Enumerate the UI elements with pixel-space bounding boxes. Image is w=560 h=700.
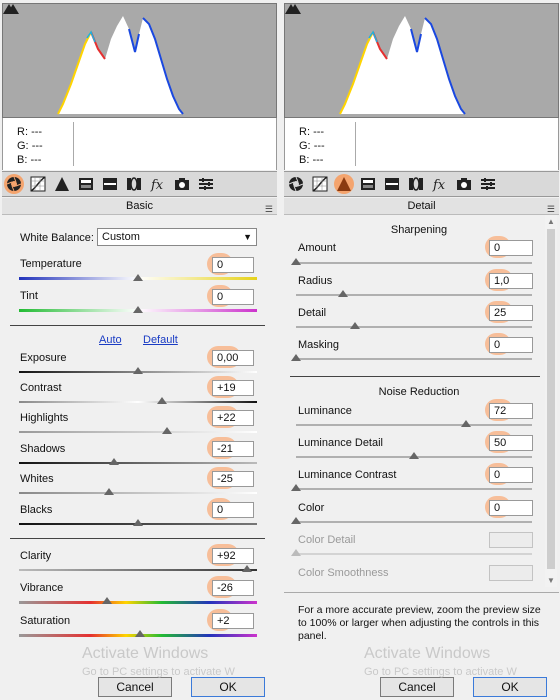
radius-label: Radius xyxy=(298,275,333,287)
b-readout: B: --- xyxy=(17,154,42,166)
histogram-graph xyxy=(3,4,276,117)
color-slider-thumb[interactable] xyxy=(291,517,301,524)
tab-lens-corrections[interactable] xyxy=(406,174,426,194)
auto-link[interactable]: Auto xyxy=(99,334,122,346)
g-readout: G: --- xyxy=(17,140,43,152)
panel-title: Detail ☰ xyxy=(284,198,559,215)
luminance-input[interactable]: 72 xyxy=(489,403,533,419)
sharpening-heading: Sharpening xyxy=(390,224,448,236)
white-balance-label: White Balance: xyxy=(20,232,94,244)
presets-icon xyxy=(198,176,214,192)
noise-reduction-heading: Noise Reduction xyxy=(378,386,460,398)
shadows-label: Shadows xyxy=(20,443,66,455)
amount-input[interactable]: 0 xyxy=(489,240,533,256)
clarity-label: Clarity xyxy=(20,550,52,562)
color-detail-label: Color Detail xyxy=(298,534,356,546)
histogram xyxy=(2,3,277,118)
clarity-input[interactable]: +92 xyxy=(212,548,254,564)
hsl-icon xyxy=(360,176,376,192)
contrast-slider-thumb[interactable] xyxy=(157,397,167,404)
luminance-label: Luminance xyxy=(298,405,352,417)
clarity-slider-thumb[interactable] xyxy=(242,565,252,572)
tab-effects[interactable] xyxy=(148,174,168,194)
vibrance-input[interactable]: -26 xyxy=(212,580,254,596)
cancel-button[interactable]: Cancel xyxy=(380,677,454,697)
shadows-slider-thumb[interactable] xyxy=(109,458,119,465)
whites-track[interactable] xyxy=(19,492,257,494)
blacks-label: Blacks xyxy=(20,504,53,516)
tab-presets[interactable] xyxy=(478,174,498,194)
color-label: Color xyxy=(298,502,325,514)
split-toning-icon xyxy=(102,176,118,192)
fx-icon xyxy=(150,176,166,192)
fx-icon xyxy=(432,176,448,192)
tab-basic[interactable] xyxy=(4,174,24,194)
rgb-readout xyxy=(2,118,277,170)
color-smoothness-input xyxy=(489,565,533,581)
ok-button[interactable]: OK xyxy=(191,677,265,697)
ok-button[interactable]: OK xyxy=(473,677,547,697)
r-readout: R: --- xyxy=(299,126,325,138)
scrollbar-thumb[interactable] xyxy=(547,229,555,569)
detail-track[interactable] xyxy=(296,326,532,328)
activate-windows-subtitle: Go to PC settings to activate W xyxy=(82,666,235,678)
tab-tone-curve[interactable] xyxy=(310,174,330,194)
detail-label: Detail xyxy=(298,307,327,319)
shadows-track[interactable] xyxy=(19,462,257,464)
tint-slider-thumb[interactable] xyxy=(133,306,143,313)
tab-presets[interactable] xyxy=(196,174,216,194)
luminance-contrast-input[interactable]: 0 xyxy=(489,467,533,483)
histogram-graph xyxy=(285,4,558,117)
exposure-input[interactable]: 0,00 xyxy=(212,350,254,366)
tab-detail[interactable] xyxy=(52,174,72,194)
blacks-slider-thumb[interactable] xyxy=(133,519,143,526)
split-toning-icon xyxy=(384,176,400,192)
contrast-input[interactable]: +19 xyxy=(212,380,254,396)
tab-effects[interactable] xyxy=(430,174,450,194)
panel-title: Basic ☰ xyxy=(2,198,277,215)
lens-icon xyxy=(126,176,142,192)
color-input[interactable]: 0 xyxy=(489,500,533,516)
aperture-icon xyxy=(288,176,304,192)
detail-triangle-icon xyxy=(54,176,70,192)
highlights-input[interactable]: +22 xyxy=(212,410,254,426)
panel-menu-icon[interactable]: ☰ xyxy=(546,204,555,214)
white-balance-select[interactable]: Custom ▼ xyxy=(97,228,257,246)
tab-tone-curve[interactable] xyxy=(28,174,48,194)
panel-tabs xyxy=(284,171,559,197)
presets-icon xyxy=(480,176,496,192)
activate-windows-subtitle: Go to PC settings to activate W xyxy=(364,666,517,678)
tint-input[interactable]: 0 xyxy=(212,289,254,305)
tab-camera-calibration[interactable] xyxy=(172,174,192,194)
highlights-label: Highlights xyxy=(20,412,69,424)
activate-windows-watermark: Activate Windows xyxy=(82,645,209,662)
vibrance-slider-thumb[interactable] xyxy=(102,597,112,604)
radius-input[interactable]: 1,0 xyxy=(489,273,533,289)
vibrance-track[interactable] xyxy=(19,601,257,604)
contrast-track[interactable] xyxy=(19,401,257,403)
tab-hsl[interactable] xyxy=(76,174,96,194)
contrast-label: Contrast xyxy=(20,382,62,394)
masking-label: Masking xyxy=(298,339,339,351)
tab-split-toning[interactable] xyxy=(382,174,402,194)
g-readout: G: --- xyxy=(299,140,325,152)
tab-basic[interactable] xyxy=(286,174,306,194)
color-detail-track xyxy=(296,553,532,555)
tint-label: Tint xyxy=(20,290,38,302)
luminance-contrast-slider-thumb[interactable] xyxy=(291,484,301,491)
camera-icon xyxy=(456,176,472,192)
b-readout: B: --- xyxy=(299,154,324,166)
saturation-input[interactable]: +2 xyxy=(212,613,254,629)
whites-input[interactable]: -25 xyxy=(212,471,254,487)
luminance-detail-input[interactable]: 50 xyxy=(489,435,533,451)
saturation-slider-thumb[interactable] xyxy=(135,630,145,637)
vibrance-label: Vibrance xyxy=(20,582,64,594)
radius-slider-thumb[interactable] xyxy=(338,290,348,297)
scrollbar[interactable] xyxy=(545,215,557,587)
detail-slider-thumb[interactable] xyxy=(350,322,360,329)
amount-label: Amount xyxy=(298,242,336,254)
panel-tabs xyxy=(2,171,277,197)
color-smoothness-label: Color Smoothness xyxy=(298,567,389,579)
scroll-up-icon[interactable]: ▲ xyxy=(547,217,555,226)
tone-curve-icon xyxy=(30,176,46,192)
exposure-label: Exposure xyxy=(20,352,67,364)
tab-lens-corrections[interactable] xyxy=(124,174,144,194)
whites-label: Whites xyxy=(20,473,54,485)
shadows-input[interactable]: -21 xyxy=(212,441,254,457)
detail-panel xyxy=(284,0,559,700)
masking-slider-thumb[interactable] xyxy=(291,354,301,361)
amount-slider-thumb[interactable] xyxy=(291,258,301,265)
highlight-clipping-icon[interactable] xyxy=(285,4,297,14)
clarity-track[interactable] xyxy=(19,569,257,571)
masking-track[interactable] xyxy=(296,358,532,360)
luminance-detail-label: Luminance Detail xyxy=(298,437,383,449)
r-readout: R: --- xyxy=(17,126,43,138)
tab-detail[interactable] xyxy=(334,174,354,194)
radius-track[interactable] xyxy=(296,294,532,296)
tab-split-toning[interactable] xyxy=(100,174,120,194)
luminance-contrast-track[interactable] xyxy=(296,488,532,490)
highlights-track[interactable] xyxy=(19,431,257,433)
color-track[interactable] xyxy=(296,521,532,523)
luminance-slider-thumb[interactable] xyxy=(461,420,471,427)
lens-icon xyxy=(408,176,424,192)
activate-windows-watermark: Activate Windows xyxy=(364,645,491,662)
tone-curve-icon xyxy=(312,176,328,192)
histogram xyxy=(284,3,559,118)
camera-icon xyxy=(174,176,190,192)
exposure-slider-thumb[interactable] xyxy=(133,367,143,374)
chevron-down-icon: ▼ xyxy=(243,232,252,242)
hsl-icon xyxy=(78,176,94,192)
highlight-clipping-icon[interactable] xyxy=(3,4,15,14)
temperature-label: Temperature xyxy=(20,258,82,270)
saturation-label: Saturation xyxy=(20,615,71,627)
default-link[interactable]: Default xyxy=(143,334,178,346)
masking-input[interactable]: 0 xyxy=(489,337,533,353)
rgb-readout xyxy=(284,118,559,170)
scroll-down-icon[interactable]: ▼ xyxy=(547,576,555,585)
detail-triangle-icon xyxy=(336,176,352,192)
luminance-detail-slider-thumb[interactable] xyxy=(409,452,419,459)
basic-panel xyxy=(2,0,277,700)
blacks-input[interactable]: 0 xyxy=(212,502,254,518)
detail-input[interactable]: 25 xyxy=(489,305,533,321)
tab-hsl[interactable] xyxy=(358,174,378,194)
tab-camera-calibration[interactable] xyxy=(454,174,474,194)
luminance-track[interactable] xyxy=(296,424,532,426)
svg-text:fx: fx xyxy=(151,178,164,192)
svg-text:fx: fx xyxy=(433,178,446,192)
aperture-icon xyxy=(6,176,22,192)
luminance-contrast-label: Luminance Contrast xyxy=(298,469,397,481)
highlights-slider-thumb[interactable] xyxy=(162,427,172,434)
cancel-button[interactable]: Cancel xyxy=(98,677,172,697)
whites-slider-thumb[interactable] xyxy=(104,488,114,495)
color-detail-slider-thumb xyxy=(291,549,301,556)
temperature-slider-thumb[interactable] xyxy=(133,274,143,281)
temperature-input[interactable]: 0 xyxy=(212,257,254,273)
panel-menu-icon[interactable]: ☰ xyxy=(264,204,273,214)
color-detail-input xyxy=(489,532,533,548)
amount-track[interactable] xyxy=(296,262,532,264)
zoom-note: For a more accurate preview, zoom the preview size to 100% or larger when adjusting the controls in this panel. xyxy=(298,604,541,642)
